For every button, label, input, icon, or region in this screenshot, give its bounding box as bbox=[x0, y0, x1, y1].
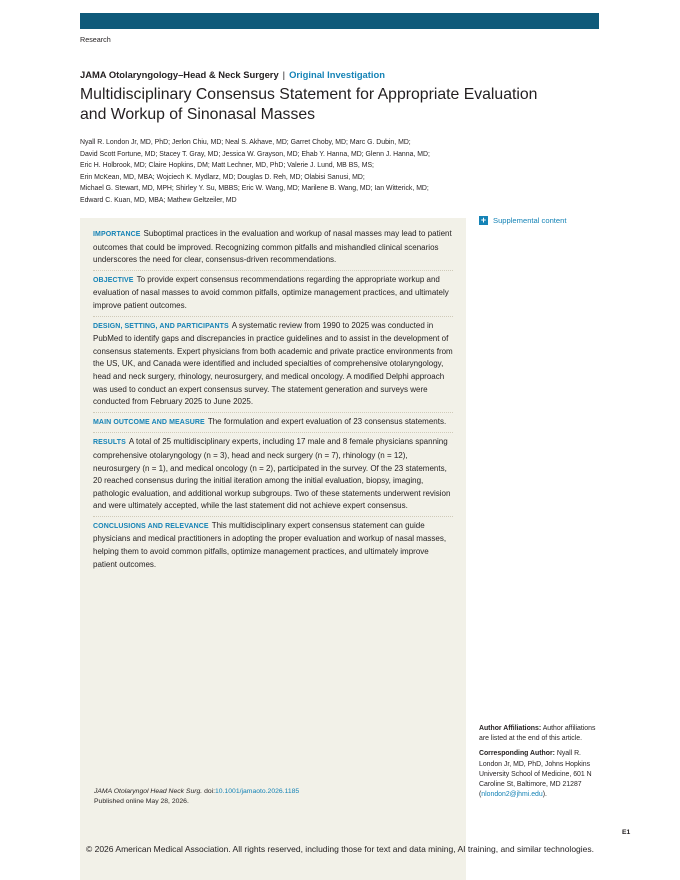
abstract-text: A systematic review from 1990 to 2025 was conducted in PubMed to identify gaps and discrepancies in practice guidelines and to assist in the development of consensus statements. Expert physicians from both academic and private practice environments from the US, UK, and Canada were identified and included specialties of comprehensive otolaryngology, head and neck surgery, rhinology, neurosurgery, and medical oncology. A modified Delphi approach was used to conduct an expert consensus survey. The statement generation and surveys were conducted from February 2025 to June 2025. bbox=[93, 320, 453, 407]
abstract-heading: DESIGN, SETTING, AND PARTICIPANTS bbox=[93, 322, 229, 330]
author-line: Michael G. Stewart, MD, MPH; Shirley Y. Su, MBBS; Eric W. Wang, MD; Marilene B. Wang, MD; Ian Witterick, MD; bbox=[80, 185, 429, 193]
affiliations-label: Author Affiliations: bbox=[479, 725, 542, 732]
author-line: Erin McKean, MD, MBA; Wojciech K. Mydlarz, MD; Douglas D. Reh, MD; Olabisi Sanusi, MD; bbox=[80, 173, 365, 181]
citation-line bbox=[94, 787, 454, 797]
journal-color-bar bbox=[80, 13, 599, 29]
supplemental-content-link[interactable] bbox=[479, 216, 566, 225]
author-line: Nyall R. London Jr, MD, PhD; Jerlon Chiu, MD; Neal S. Akhave, MD; Garret Choby, MD; Marc G. Dubin, MD; bbox=[80, 139, 411, 146]
article-type[interactable]: Original Investigation bbox=[289, 69, 385, 80]
affiliations-text: Author affiliations are listed at the end of this article. bbox=[479, 725, 596, 743]
abstract-objective bbox=[93, 274, 453, 317]
author-line: Eric H. Holbrook, MD; Claire Hopkins, DM; Matt Lechner, MD, PhD; Valerie J. Lund, MB BS, MS; bbox=[80, 162, 374, 170]
title-line-1: Multidisciplinary Consensus Statement for Appropriate Evaluation bbox=[80, 86, 538, 103]
page-number: E1 bbox=[622, 829, 631, 836]
corresponding-text: Nyall R. London Jr, MD, PhD, Johns Hopkins University School of Medicine, 601 N Caroline St, Baltimore, MD 21287 ( bbox=[479, 750, 592, 799]
author-line: David Scott Fortune, MD; Stacey T. Gray, MD; Jessica W. Grayson, MD; Ehab Y. Hanna, MD; Glenn J. Hanna, MD; bbox=[80, 150, 430, 158]
abstract bbox=[93, 228, 453, 577]
doi-prefix: doi: bbox=[204, 788, 216, 795]
abstract-text: The formulation and expert evaluation of 23 consensus statements. bbox=[207, 416, 447, 426]
abstract-heading: IMPORTANCE bbox=[93, 231, 141, 238]
plus-icon: + bbox=[480, 215, 487, 225]
author-line: Edward C. Kuan, MD, MBA; Mathew Geltzeiler, MD bbox=[80, 196, 237, 204]
copyright-notice: © 2026 American Medical Association. All rights reserved, including those for text and data mining, AI training, and similar technologies. bbox=[85, 844, 595, 854]
abstract-panel bbox=[80, 218, 466, 880]
abstract-importance bbox=[93, 228, 453, 271]
abstract-results bbox=[93, 436, 453, 517]
doi-link[interactable]: 10.1001/jamaoto.2026.1185 bbox=[215, 788, 300, 795]
corresponding-author bbox=[479, 749, 601, 800]
citation-block bbox=[94, 787, 454, 808]
abstract-heading: CONCLUSIONS AND RELEVANCE bbox=[93, 522, 209, 530]
article-title bbox=[80, 85, 590, 125]
supplemental-label: Supplemental content bbox=[493, 216, 567, 225]
abstract-heading: RESULTS bbox=[93, 439, 126, 447]
journal-line bbox=[80, 69, 385, 80]
journal-name: JAMA Otolaryngology–Head & Neck Surgery bbox=[80, 69, 279, 80]
abstract-text: Suboptimal practices in the evaluation and workup of nasal masses may lead to patient outcomes that could be improved. Recognizing common pitfalls and mishandled clinical scenarios underscores the need for clear, consensus-driven recommendations. bbox=[93, 229, 452, 265]
journal-abbreviation: JAMA Otolaryngol Head Neck Surg. bbox=[94, 788, 203, 795]
abstract-text: To provide expert consensus recommendations regarding the appropriate workup and evaluation of nasal masses to avoid common pitfalls, optimize management practices, and ultimately improve patient outcomes. bbox=[93, 274, 449, 310]
abstract-heading: OBJECTIVE bbox=[93, 276, 134, 284]
title-line-2: and Workup of Sinonasal Masses bbox=[80, 106, 316, 123]
author-affiliations bbox=[479, 724, 601, 805]
affiliations-note bbox=[479, 724, 601, 744]
author-list bbox=[80, 137, 500, 207]
email-link[interactable]: nlondon2@jhmi.edu bbox=[481, 791, 543, 799]
published-date: Published online May 28, 2026. bbox=[94, 798, 189, 806]
abstract-text: A total of 25 multidisciplinary experts, including 17 male and 8 female physicians spanning comprehensive otolaryngology (n = 3), head and neck surgery (n = 7), rhinology (n = 12), neurosurgery (n = 1), and medical oncology (n = 2), participated in the survey. Of the 23 statements, 20 reached consensus during the initial iteration among the initial evaluation, biopsy, imaging, pathologic evaluation, and additional workup subgroups. Two of these statements underwent revision and were ultimately accepted, while the last statement did not achieve expert consensus. bbox=[93, 437, 451, 511]
corresponding-label: Corresponding Author: bbox=[479, 750, 555, 758]
abstract-conclusions bbox=[93, 520, 453, 574]
abstract-heading: MAIN OUTCOME AND MEASURE bbox=[93, 418, 205, 426]
abstract-design bbox=[93, 320, 453, 413]
corresponding-end: ). bbox=[542, 791, 547, 799]
section-label: Research bbox=[80, 35, 111, 44]
abstract-text: This multidisciplinary expert consensus statement can guide physicians and medical practitioners in adopting the proper evaluation and workup of nasal masses, helping them to avoid common pitfalls, optimize management practices, and ultimately improve patient outcomes. bbox=[93, 520, 447, 569]
abstract-main-outcome bbox=[93, 416, 453, 434]
separator: | bbox=[282, 69, 286, 80]
